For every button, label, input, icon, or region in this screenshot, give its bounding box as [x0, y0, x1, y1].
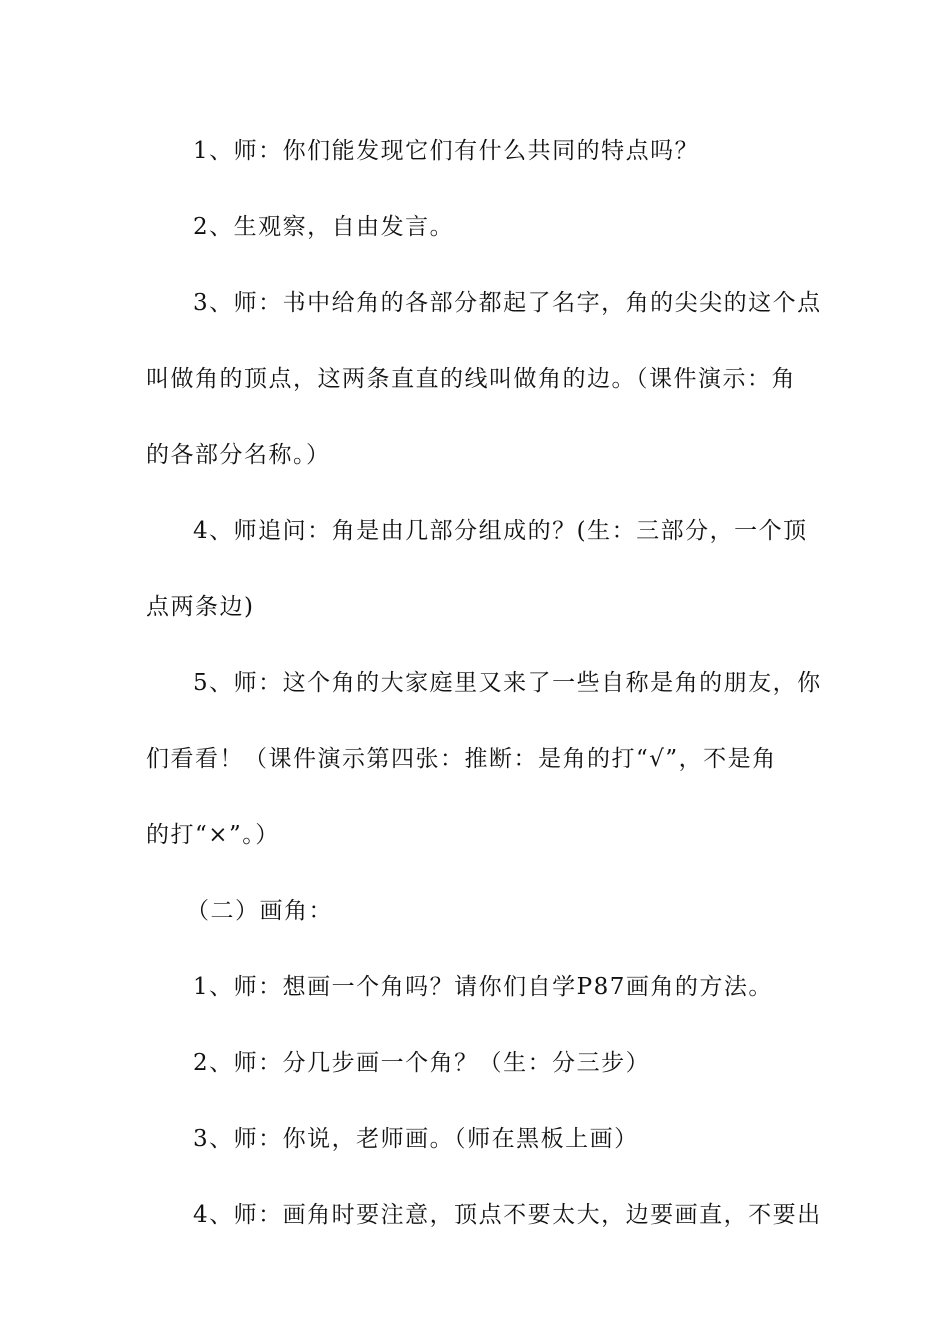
paragraph-8-line: 3、师：你说，老师画。（师在黑板上画） [193, 1126, 639, 1152]
paragraph-4-line-2: 点两条边) [146, 594, 255, 620]
paragraph-5-line-2: 们看看！（课件演示第四张：推断：是角的打“√”，不是角 [146, 746, 777, 772]
document-body [146, 128, 822, 1268]
paragraph-3-line-2: 叫做角的顶点，这两条直直的线叫做角的边。（课件演示：角 [146, 366, 796, 392]
paragraph-4-line-1: 4、师追问：角是由几部分组成的？(生：三部分，一个顶 [193, 518, 808, 544]
paragraph-3-line-1: 3、师：书中给角的各部分都起了名字，角的尖尖的这个点 [193, 290, 822, 316]
paragraph-3-line-3: 的各部分名称。） [146, 442, 331, 468]
paragraph-5-line-1: 5、师：这个角的大家庭里又来了一些自称是角的朋友，你 [193, 670, 822, 696]
section-heading: （二）画角： [186, 898, 333, 924]
paragraph-9-line: 4、师：画角时要注意，顶点不要太大，边要画直，不要出 [193, 1202, 822, 1228]
paragraph-1-line: 1、师：你们能发现它们有什么共同的特点吗？ [193, 138, 700, 164]
paragraph-6-line: 1、师：想画一个角吗？请你们自学P87画角的方法。 [193, 974, 773, 1000]
paragraph-7-line: 2、师：分几步画一个角？（生：分三步） [193, 1050, 651, 1076]
paragraph-5-line-3: 的打“×”。） [146, 822, 280, 848]
paragraph-2-line: 2、生观察，自由发言。 [193, 214, 455, 240]
